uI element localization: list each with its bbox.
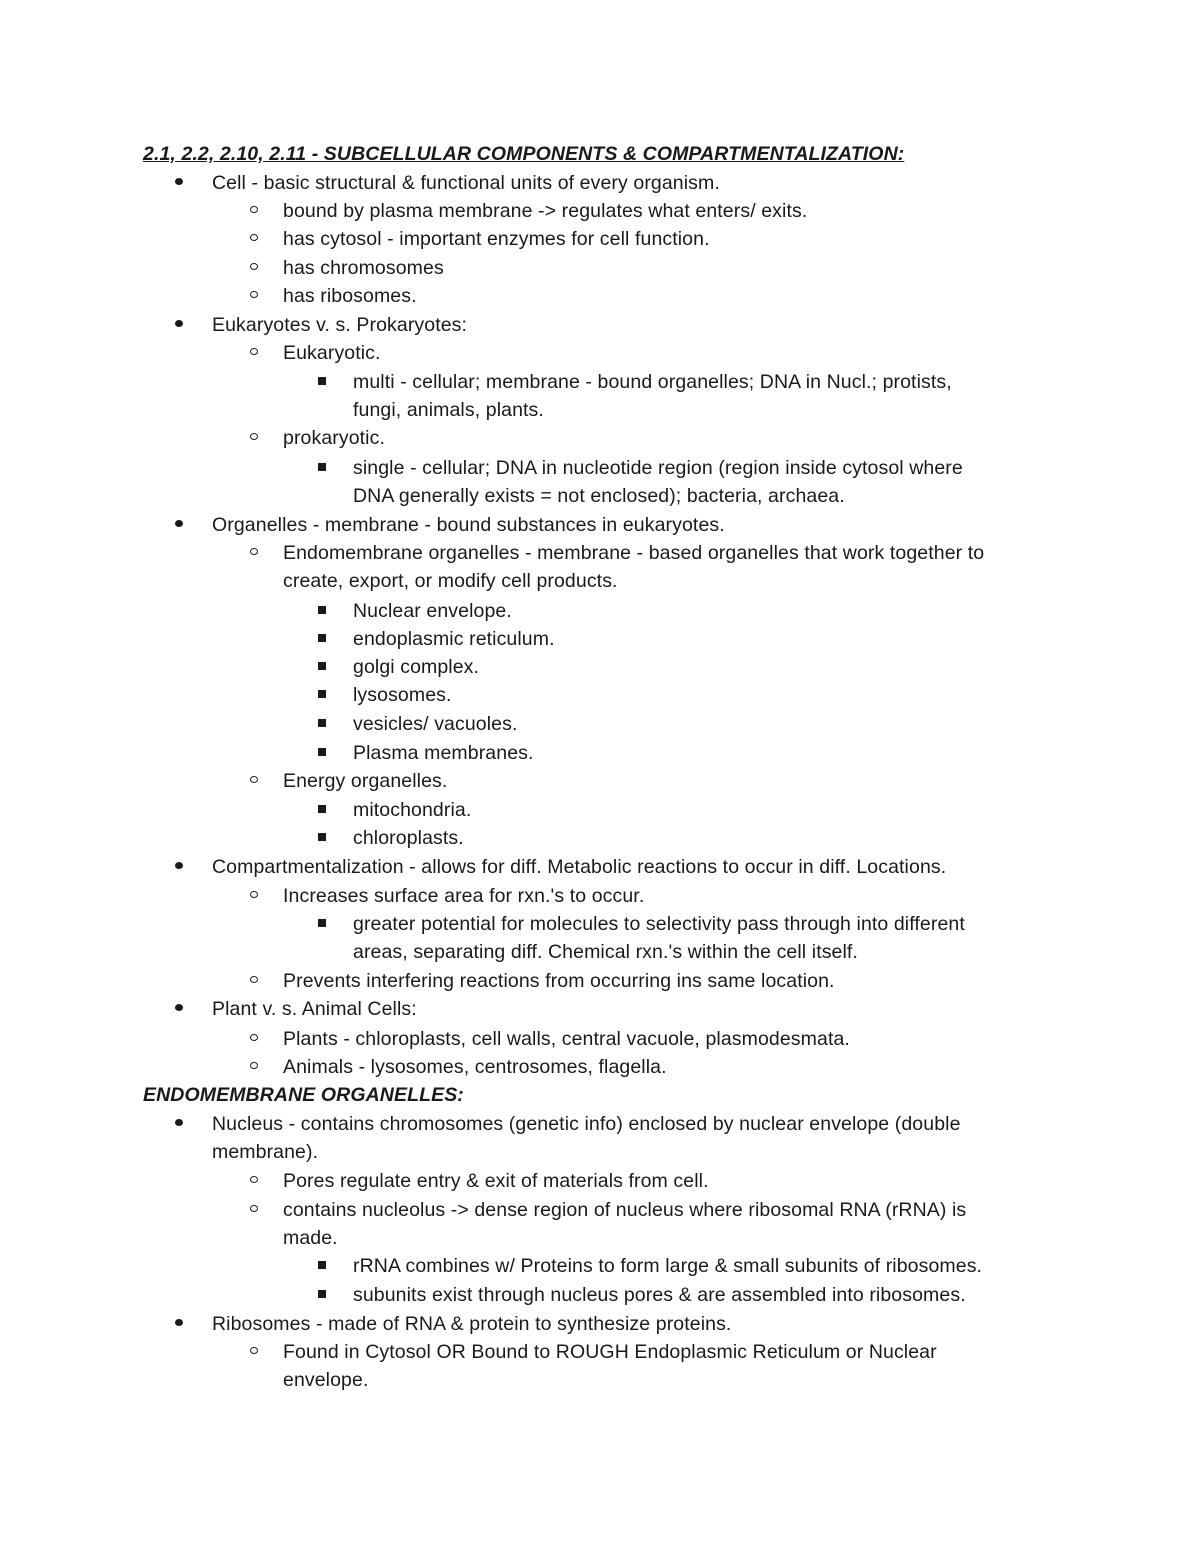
list-item: Ribosomes - made of RNA & protein to synthesize proteins. — [212, 1310, 731, 1338]
square-bullet-icon — [318, 796, 326, 824]
list-item-continuation: made. — [283, 1227, 338, 1249]
hollow-circle-bullet-icon — [250, 424, 258, 452]
list-item: rRNA combines w/ Proteins to form large & small subunits of ribosomes. — [353, 1252, 982, 1280]
list-item: Eukaryotes v. s. Prokaryotes: — [212, 311, 467, 339]
list-item: contains nucleolus -> dense region of nucleus where ribosomal RNA (rRNA) is — [283, 1196, 966, 1224]
section-heading: 2.1, 2.2, 2.10, 2.11 - SUBCELLULAR COMPONENTS & COMPARTMENTALIZATION: — [143, 143, 905, 165]
hollow-circle-bullet-icon — [250, 1025, 258, 1053]
hollow-circle-bullet-icon — [250, 539, 258, 567]
square-bullet-icon — [318, 653, 326, 681]
list-item: Plants - chloroplasts, cell walls, central vacuole, plasmodesmata. — [283, 1025, 850, 1053]
list-item: Prevents interfering reactions from occurring ins same location. — [283, 967, 835, 995]
hollow-circle-bullet-icon — [250, 225, 258, 253]
list-item: Pores regulate entry & exit of materials from cell. — [283, 1167, 709, 1195]
filled-circle-bullet-icon — [175, 169, 183, 197]
hollow-circle-bullet-icon — [250, 967, 258, 995]
list-item-continuation: membrane). — [212, 1141, 319, 1163]
hollow-circle-bullet-icon — [250, 1338, 258, 1366]
list-item: Compartmentalization - allows for diff. Metabolic reactions to occur in diff. Locations. — [212, 853, 946, 881]
hollow-circle-bullet-icon — [250, 254, 258, 282]
hollow-circle-bullet-icon — [250, 197, 258, 225]
hollow-circle-bullet-icon — [250, 339, 258, 367]
list-item-continuation: areas, separating diff. Chemical rxn.'s within the cell itself. — [353, 941, 858, 963]
list-item: golgi complex. — [353, 653, 479, 681]
hollow-circle-bullet-icon — [250, 767, 258, 795]
square-bullet-icon — [318, 454, 326, 482]
list-item: lysosomes. — [353, 681, 452, 709]
list-item-continuation: DNA generally exists = not enclosed); bacteria, archaea. — [353, 485, 845, 507]
list-item: mitochondria. — [353, 796, 471, 824]
filled-circle-bullet-icon — [175, 1110, 183, 1138]
hollow-circle-bullet-icon — [250, 282, 258, 310]
filled-circle-bullet-icon — [175, 995, 183, 1023]
filled-circle-bullet-icon — [175, 511, 183, 539]
square-bullet-icon — [318, 710, 326, 738]
list-item: Nuclear envelope. — [353, 597, 512, 625]
list-item: greater potential for molecules to selectivity pass through into different — [353, 910, 965, 938]
hollow-circle-bullet-icon — [250, 1053, 258, 1081]
hollow-circle-bullet-icon — [250, 1167, 258, 1195]
list-item: prokaryotic. — [283, 424, 385, 452]
list-item: Plasma membranes. — [353, 739, 534, 767]
list-item: chloroplasts. — [353, 824, 464, 852]
list-item: Eukaryotic. — [283, 339, 381, 367]
section-heading: ENDOMEMBRANE ORGANELLES: — [143, 1084, 464, 1106]
square-bullet-icon — [318, 597, 326, 625]
list-item: multi - cellular; membrane - bound organelles; DNA in Nucl.; protists, — [353, 368, 952, 396]
list-item: Organelles - membrane - bound substances in eukaryotes. — [212, 511, 725, 539]
square-bullet-icon — [318, 739, 326, 767]
list-item: Animals - lysosomes, centrosomes, flagella. — [283, 1053, 667, 1081]
list-item-continuation: fungi, animals, plants. — [353, 399, 544, 421]
list-item: Endomembrane organelles - membrane - based organelles that work together to — [283, 539, 984, 567]
list-item: endoplasmic reticulum. — [353, 625, 555, 653]
list-item: Cell - basic structural & functional units of every organism. — [212, 169, 720, 197]
list-item: bound by plasma membrane -> regulates what enters/ exits. — [283, 197, 807, 225]
list-item: Nucleus - contains chromosomes (genetic info) enclosed by nuclear envelope (double — [212, 1110, 961, 1138]
filled-circle-bullet-icon — [175, 853, 183, 881]
hollow-circle-bullet-icon — [250, 1196, 258, 1224]
square-bullet-icon — [318, 1252, 326, 1280]
list-item: has cytosol - important enzymes for cell function. — [283, 225, 710, 253]
list-item: Plant v. s. Animal Cells: — [212, 995, 417, 1023]
list-item: has ribosomes. — [283, 282, 417, 310]
square-bullet-icon — [318, 910, 326, 938]
square-bullet-icon — [318, 1281, 326, 1309]
square-bullet-icon — [318, 625, 326, 653]
filled-circle-bullet-icon — [175, 1310, 183, 1338]
list-item-continuation: envelope. — [283, 1369, 369, 1391]
list-item: subunits exist through nucleus pores & are assembled into ribosomes. — [353, 1281, 966, 1309]
list-item: single - cellular; DNA in nucleotide region (region inside cytosol where — [353, 454, 963, 482]
list-item: Increases surface area for rxn.'s to occur. — [283, 882, 644, 910]
list-item: has chromosomes — [283, 254, 444, 282]
hollow-circle-bullet-icon — [250, 882, 258, 910]
list-item: Found in Cytosol OR Bound to ROUGH Endoplasmic Reticulum or Nuclear — [283, 1338, 937, 1366]
filled-circle-bullet-icon — [175, 311, 183, 339]
square-bullet-icon — [318, 824, 326, 852]
square-bullet-icon — [318, 681, 326, 709]
list-item-continuation: create, export, or modify cell products. — [283, 570, 618, 592]
list-item: Energy organelles. — [283, 767, 447, 795]
square-bullet-icon — [318, 368, 326, 396]
list-item: vesicles/ vacuoles. — [353, 710, 517, 738]
